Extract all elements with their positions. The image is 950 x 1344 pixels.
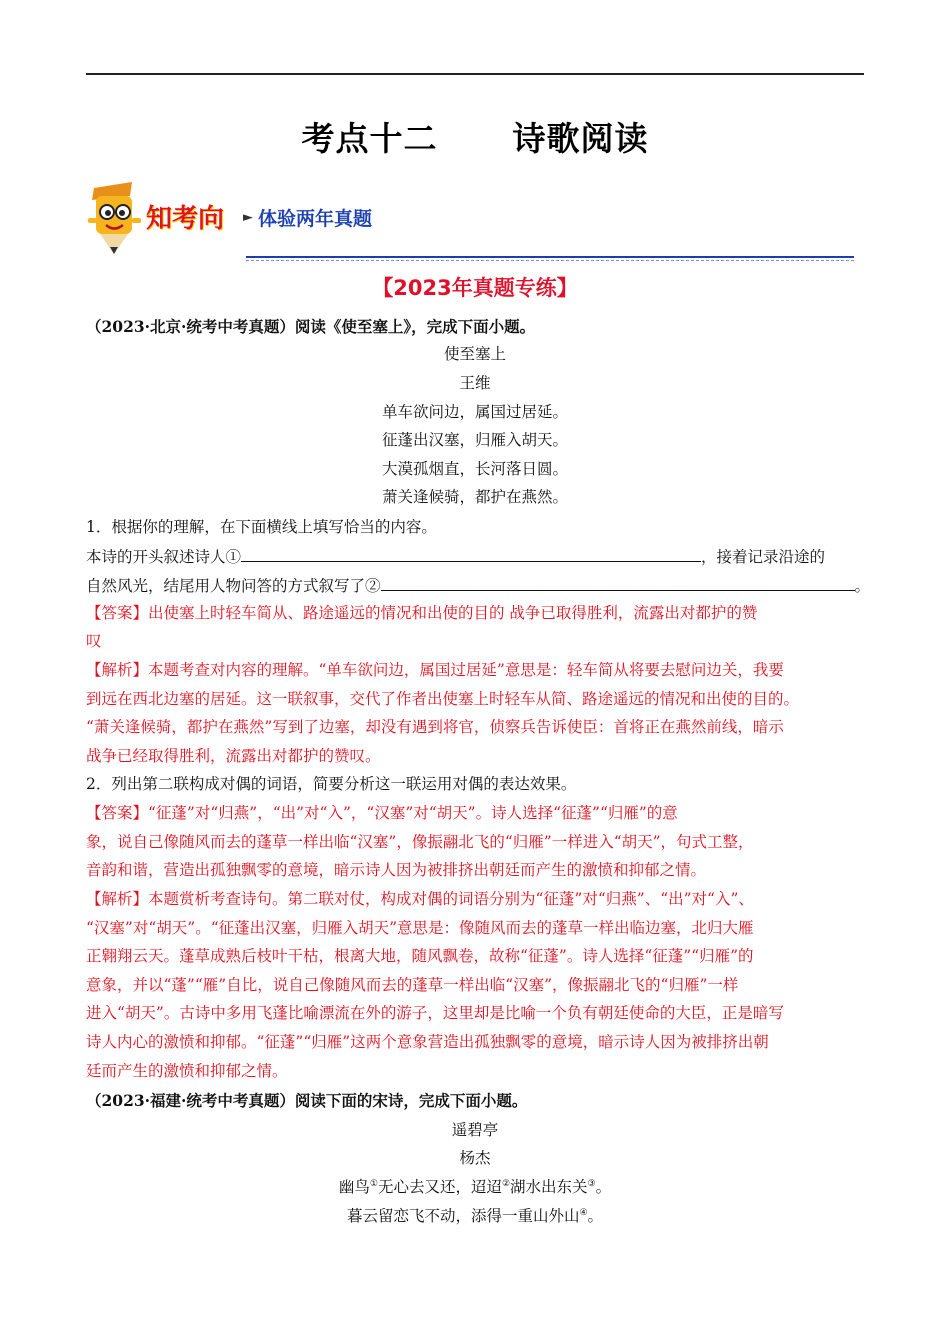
- q2-analysis: 诗人内心的激愤和抑郁。“征蓬”“归雁”这两个意象营造出孤独飘零的意境，暗示诗人因为被排挤出朝: [86, 1033, 769, 1051]
- poem2-text: 无心去又还，迢迢: [377, 1178, 502, 1196]
- q1-fill-suffix: ，接着记录沿途的: [701, 548, 826, 566]
- q1-fill-line2: [86, 574, 871, 597]
- q1-analysis: 【解析】本题考查对内容的理解。“单车欲问边，属国过居延”意思是：轻车简从将要去慰问边关，我要: [86, 661, 784, 679]
- q2-analysis: 廷而产生的激愤和抑郁之情。: [86, 1062, 288, 1080]
- poem1-title: 使至塞上: [443, 345, 506, 363]
- group2-intro: （2023·福建·统考中考真题）阅读下面的宋诗，完成下面小题。: [86, 1091, 528, 1110]
- poem1-author: 王维: [459, 374, 491, 392]
- footnote-marker: ①: [369, 1178, 378, 1189]
- q2-analysis: “汉塞”对“胡天”。“征蓬出汉塞，归雁入胡天”意思是：像随风而去的蓬草一样出临边塞，北归大雁: [86, 919, 754, 937]
- poem2-author: 杨杰: [459, 1149, 491, 1167]
- q2-analysis: 意象，并以“蓬”“雁”自比，说自己像随风而去的蓬草一样出临“汉塞”，像振翮北飞的“归雁”一样: [86, 976, 739, 994]
- poem2-text: 湖水出东关: [510, 1178, 588, 1196]
- poem1-line: 大漠孤烟直，长河落日圆。: [381, 460, 568, 478]
- banner-underline-dashed: [246, 260, 854, 261]
- poem1-line: 单车欲问边，属国过居延。: [381, 403, 568, 421]
- q2-analysis: 进入“胡天”。古诗中多用飞蓬比喻漂流在外的游子，这里却是比喻一个负有朝廷使命的大臣，正是暗写: [86, 1004, 784, 1022]
- section-banner: [86, 178, 856, 266]
- banner-underline: [246, 256, 854, 258]
- poem2-text: 。: [587, 1207, 604, 1225]
- q2-analysis: 正翱翔云天。蓬草成熟后枝叶干枯，根离大地，随风飘卷，故称“征蓬”。诗人选择“征蓬”“归雁”的: [86, 947, 754, 965]
- poem2-text: 暮云留恋飞不动，添得一重山外山: [346, 1207, 580, 1225]
- q1-fill-line1: [86, 545, 864, 568]
- poem2-text: 。: [595, 1178, 612, 1196]
- q1-answer-cont: 叹: [86, 632, 102, 650]
- poem2-line: [86, 1176, 864, 1198]
- q1-fill-prefix-2: 自然风光，结尾用人物问答的方式叙写了②: [86, 577, 381, 595]
- banner-arrow-icon: ►: [243, 210, 253, 225]
- banner-main-label: 知考向: [146, 204, 225, 234]
- answer-blank-1[interactable]: [241, 545, 701, 562]
- group1-intro: （2023·北京·统考中考真题）阅读《使至塞上》，完成下面小题。: [86, 317, 536, 336]
- q2-stem: 2．列出第二联构成对偶的词语，简要分析这一联运用对偶的表达效果。: [86, 775, 577, 793]
- pencil-mascot-icon: [86, 180, 146, 256]
- section-title: 【2023年真题专练】: [372, 276, 578, 300]
- q2-answer: 音韵和谐，营造出孤独飘零的意境，暗示诗人因为被排挤出朝廷而产生的激愤和抑郁之情。: [86, 861, 707, 879]
- poem1-line: 萧关逢候骑，都护在燕然。: [381, 488, 568, 506]
- footnote-marker: ④: [579, 1207, 588, 1218]
- q1-analysis: 到远在西北边塞的居延。这一联叙事，交代了作者出使塞上时轻车从简、路途遥远的情况和出使的目的。: [86, 690, 800, 708]
- footnote-marker: ③: [587, 1178, 596, 1189]
- top-rule: [86, 73, 864, 75]
- poem2-line: [86, 1205, 864, 1227]
- q1-fill-prefix: 本诗的开头叙述诗人①: [86, 548, 242, 566]
- poem2-text: 幽鸟: [338, 1178, 370, 1196]
- q1-analysis: “萧关逢候骑，都护在燕然”写到了边塞，却没有遇到将官，侦察兵告诉使臣：首将正在燕然前线，暗示: [86, 718, 784, 736]
- poem2-title: 遥碧亭: [451, 1121, 499, 1139]
- q1-fill-suffix-2: 。: [854, 577, 871, 595]
- answer-blank-2[interactable]: [381, 574, 855, 591]
- banner-sub-label: 体验两年真题: [258, 208, 373, 230]
- q2-answer: 象，说自己像随风而去的蓬草一样出临“汉塞”，像振翮北飞的“归雁”一样进入“胡天”，句式工整，: [86, 833, 754, 851]
- footnote-marker: ②: [501, 1178, 511, 1189]
- page-title: 考点十二 诗歌阅读: [301, 119, 649, 158]
- q1-stem: 1．根据你的理解，在下面横线上填写恰当的内容。: [86, 518, 437, 536]
- q2-analysis: 【解析】本题赏析考查诗句。第二联对仗，构成对偶的词语分别为“征蓬”对“归燕”、“出”对“入”、: [86, 890, 754, 908]
- q2-answer: 【答案】“征蓬”对“归燕”，“出”对“入”，“汉塞”对“胡天”。诗人选择“征蓬”“归雁”的意: [86, 804, 678, 822]
- q1-analysis: 战争已经取得胜利，流露出对都护的赞叹。: [86, 747, 381, 765]
- poem1-line: 征蓬出汉塞，归雁入胡天。: [381, 431, 568, 449]
- q1-answer: 【答案】出使塞上时轻车简从、路途遥远的情况和出使的目的 战争已取得胜利，流露出对都护的赞: [86, 604, 758, 622]
